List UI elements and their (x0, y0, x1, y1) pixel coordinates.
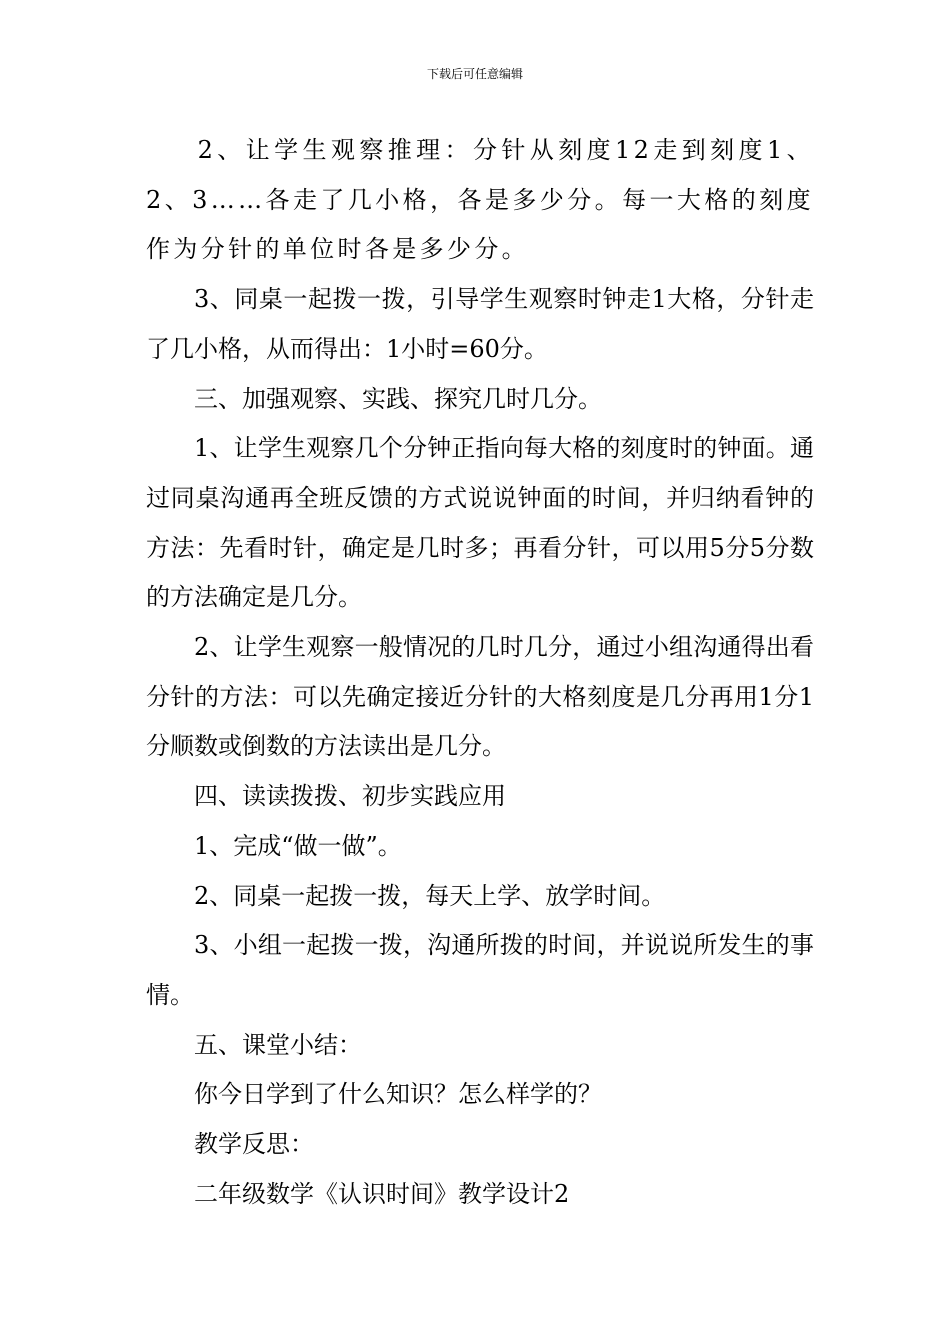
page-header: 下载后可任意编辑 (426, 67, 523, 81)
paragraph: 3、同桌一起拨一拨，引导学生观察时钟走1大格，分针走了几小格，从而得出：1小时=60分。 (146, 285, 814, 363)
paragraph: 你今日学到了什么知识？怎么样学的？ (194, 1080, 602, 1109)
section-heading: 三、加强观察、实践、探究几时几分。 (194, 384, 602, 413)
document-body (146, 126, 814, 1219)
document-title: 二年级数学《认识时间》教学设计2 (194, 1179, 570, 1208)
section-heading: 四、读读拨拨、初步实践应用 (194, 782, 506, 811)
paragraph: 1、让学生观察几个分钟正指向每大格的刻度时的钟面。通过同桌沟通再全班反馈的方式说说钟面的时间，并归纳看钟的方法：先看时针，确定是几时多；再看分针，可以用5分5分数的方法确定是几分。 (146, 434, 814, 612)
section-heading: 五、课堂小结： (194, 1030, 362, 1059)
paragraph: 2、让学生观察推理：分针从刻度12走到刻度1、2、3……各走了几小格，各是多少分。每一大格的刻度作为分针的单位时各是多少分。 (146, 136, 814, 264)
paragraph: 2、同桌一起拨一拨，每天上学、放学时间。 (194, 881, 666, 910)
paragraph: 1、完成“做一做”。 (194, 831, 402, 860)
paragraph: 教学反思： (194, 1130, 314, 1159)
paragraph: 2、让学生观察一般情况的几时几分，通过小组沟通得出看分针的方法：可以先确定接近分针的大格刻度是几分再用1分1分顺数或倒数的方法读出是几分。 (146, 633, 814, 761)
paragraph: 3、小组一起拨一拨，沟通所拨的时间，并说说所发生的事情。 (146, 931, 814, 1009)
